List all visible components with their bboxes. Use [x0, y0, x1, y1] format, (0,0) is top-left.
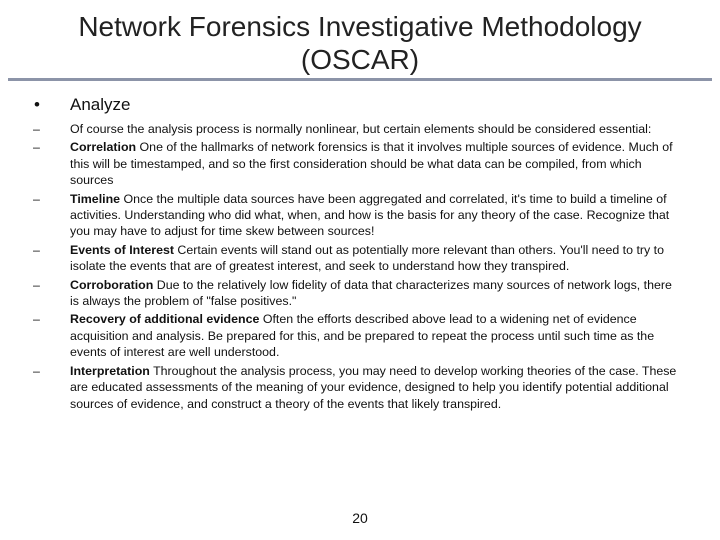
item-term: Recovery of additional evidence [70, 312, 260, 327]
item-term: Correlation [70, 140, 137, 155]
dash-icon: – [33, 242, 40, 257]
item-term: Corroboration [70, 277, 154, 292]
list-item [33, 242, 683, 275]
section-heading-text: Analyze [70, 95, 131, 114]
list-item [33, 277, 683, 310]
title-divider [8, 78, 712, 81]
list-item [33, 191, 683, 240]
item-term: Timeline [70, 191, 121, 206]
item-text: Often the efforts described above lead to a widening net of evidence acquisition and analysis. Be prepared for this, and be prepared to repeat the process until such time as the events of interest are well understood. [70, 312, 655, 360]
list-item [33, 121, 683, 137]
item-term: Events of Interest [70, 242, 174, 257]
list-item [33, 311, 683, 360]
item-text: Once the multiple data sources have been aggregated and correlated, it's time to build a timeline of activities. Understanding who did what, when, and how is the basis for any theory of the case. Recognize that you may have to adjust for time skew between sources! [70, 191, 670, 239]
dash-icon: – [33, 363, 40, 378]
list-item [33, 363, 683, 412]
dash-icon: – [33, 122, 40, 136]
item-text: Certain events will stand out as potentially more relevant than others. You'll need to try to isolate the events that are of greatest interest, and seek to understand how they transpired. [70, 242, 664, 274]
item-text: Throughout the analysis process, you may need to develop working theories of the case. These are educated assessments of the meaning of your evidence, designed to help you identify potential additional sources of evidence, and construct a theory of the events that likely transpired. [70, 363, 677, 411]
item-text: Due to the relatively low fidelity of data that characterizes many sources of network logs, there is always the problem of "false positives." [70, 277, 672, 309]
title-line-1: Network Forensics Investigative Methodology [78, 11, 642, 42]
item-text: One of the hallmarks of network forensics is that it involves multiple sources of evidence. Much of this will be timestamped, and so the first consideration should be what data can be compiled, from which sources [70, 140, 673, 188]
list-item [33, 139, 683, 188]
analysis-list [33, 121, 683, 414]
page-number: 20 [352, 510, 368, 526]
dash-icon: – [33, 312, 40, 327]
dash-icon: – [33, 277, 40, 292]
section-heading [34, 95, 130, 115]
bullet-icon: • [34, 95, 40, 114]
item-term: Interpretation [70, 363, 150, 378]
dash-icon: – [33, 191, 40, 206]
page-title [0, 10, 720, 76]
item-text: Of course the analysis process is normally nonlinear, but certain elements should be considered essential: [70, 122, 652, 136]
dash-icon: – [33, 140, 40, 155]
title-line-2: (OSCAR) [300, 44, 420, 75]
